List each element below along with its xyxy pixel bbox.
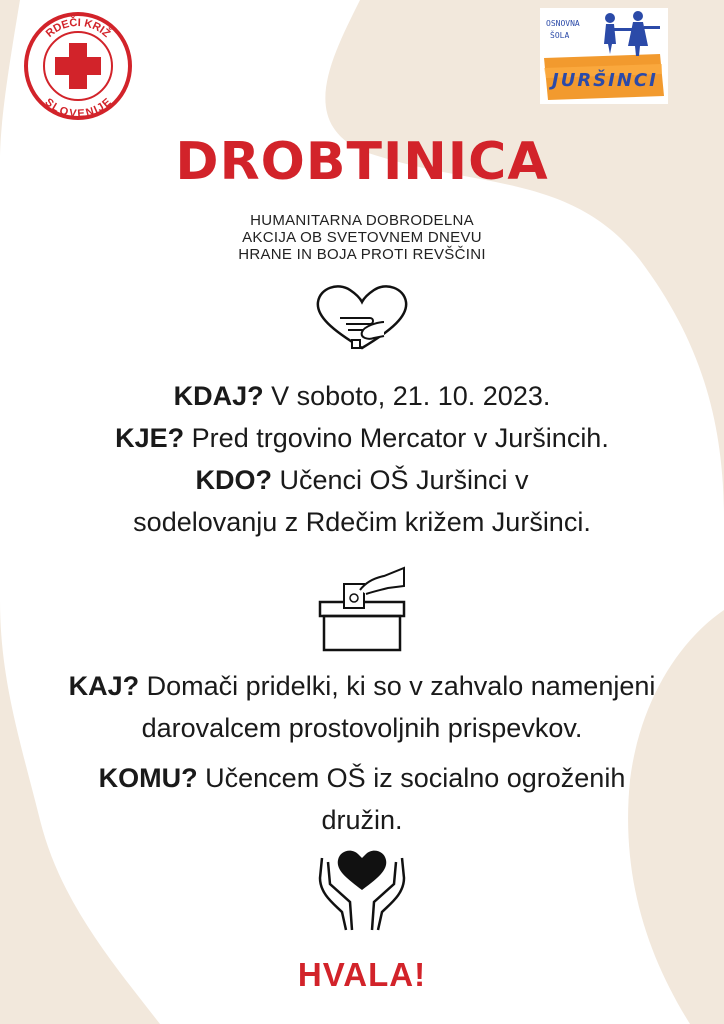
info-whom [0, 760, 724, 797]
subtitle-line: AKCIJA OB SVETOVNEM DNEVU [242, 229, 482, 246]
subtitle-line: HUMANITARNA DOBRODELNA [250, 212, 474, 229]
who-label: KDO? [195, 465, 272, 495]
what-text: Domači pridelki, ki so v zahvalo namenjeni [139, 671, 656, 701]
whom-text: Učencem OŠ iz socialno ogroženih [197, 763, 626, 793]
school-logo [540, 8, 668, 104]
where-text: Pred trgovino Mercator v Juršincih. [184, 423, 609, 453]
info-what-continued: darovalcem prostovoljnih prispevkov. [141, 713, 583, 743]
heart-hug-icon [312, 282, 412, 356]
donation-box-icon [314, 564, 410, 654]
school-logo-line1: OSNOVNA [546, 19, 580, 28]
thanks-text: HVALA! [297, 956, 427, 993]
info-whom-continued: družin. [321, 805, 403, 835]
school-logo-line2: ŠOLA [550, 31, 570, 40]
info-who [0, 462, 724, 499]
red-cross-logo [22, 10, 134, 122]
whom-label: KOMU? [98, 763, 198, 793]
info-who-continued: sodelovanju z Rdečim križem Juršinci. [133, 507, 591, 537]
info-when [0, 378, 724, 415]
when-text: V soboto, 21. 10. 2023. [263, 381, 551, 411]
school-logo-name: JURŠINCI [552, 70, 658, 91]
red-cross-top-text: RDEČI KRIŽ [43, 16, 113, 40]
heart-hands-icon [312, 844, 412, 934]
who-text: Učenci OŠ Juršinci v [271, 465, 529, 495]
red-cross-bottom-text: SLOVENIJE [42, 96, 114, 121]
info-what [0, 668, 724, 705]
when-label: KDAJ? [173, 381, 264, 411]
what-label: KAJ? [68, 671, 140, 701]
info-where [0, 420, 724, 457]
subtitle-line: HRANE IN BOJA PROTI REVŠČINI [238, 246, 486, 263]
page-title: DROBTINICA [175, 132, 549, 192]
subtitle [0, 212, 724, 263]
where-label: KJE? [115, 423, 185, 453]
